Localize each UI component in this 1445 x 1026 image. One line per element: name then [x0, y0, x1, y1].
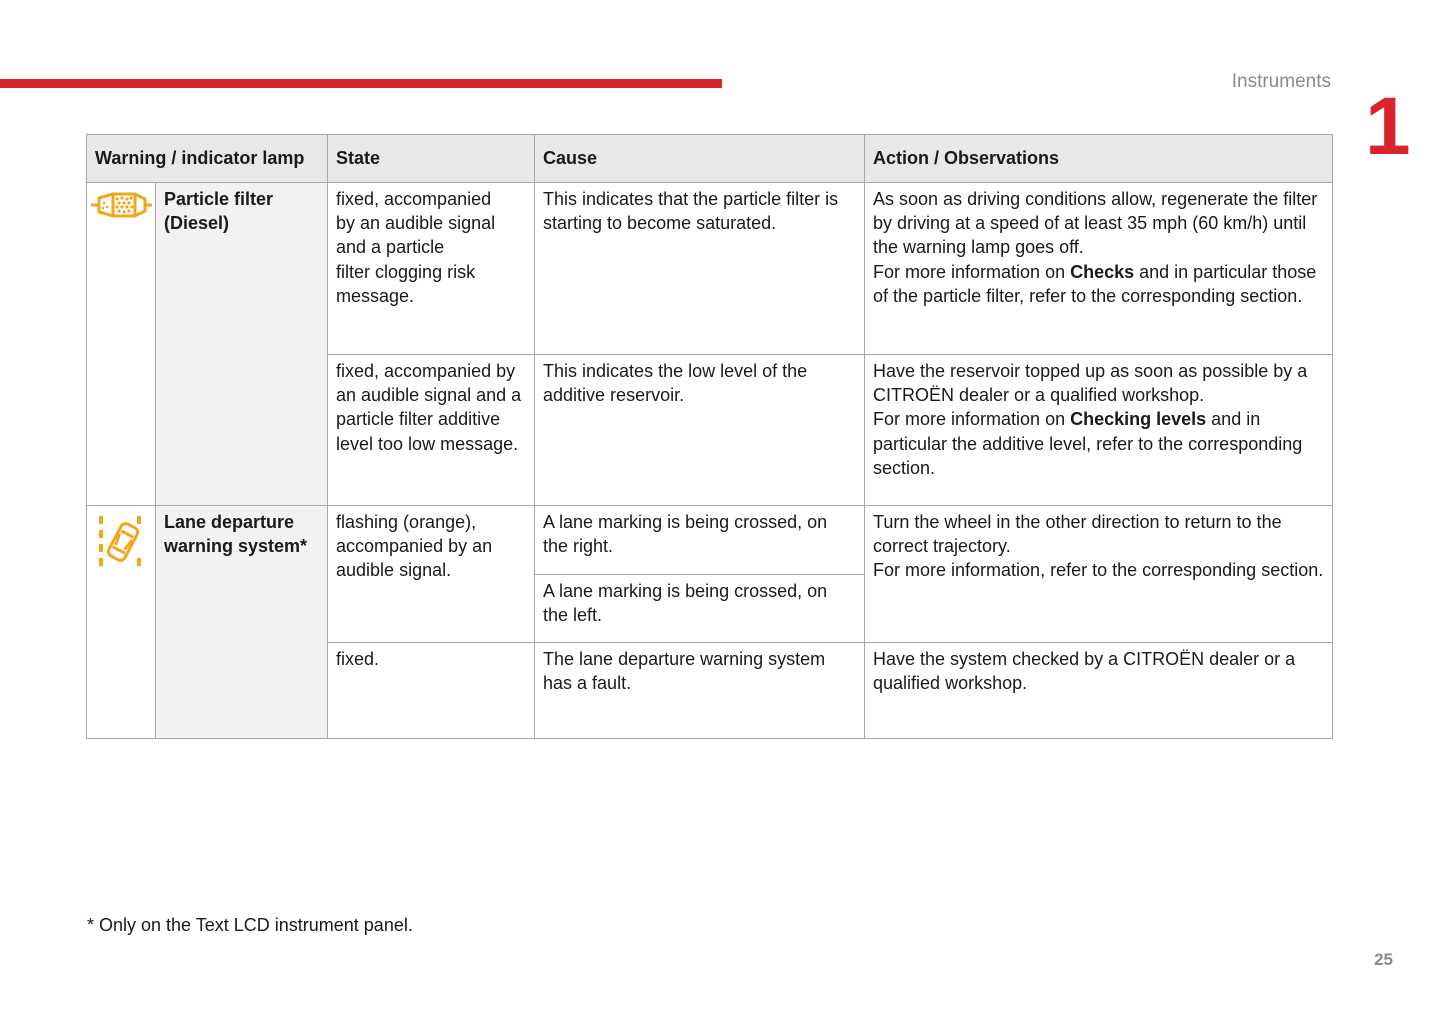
- action-paragraph: Have the reservoir topped up as soon as possible by a CITROËN dealer or a qualified workshop.: [873, 361, 1308, 406]
- action-paragraph: For more information, refer to the corresponding section.: [873, 560, 1324, 581]
- lane-departure-icon: [97, 510, 145, 570]
- header-action: Action / Observations: [865, 135, 1333, 183]
- lane-departure-name: Lane departure warning system*: [156, 506, 328, 739]
- header-state: State: [328, 135, 535, 183]
- particle-filter-cause-2: This indicates the low level of the additive reservoir.: [535, 355, 865, 506]
- page-number: 25: [1374, 950, 1393, 969]
- particle-filter-name: Particle filter (Diesel): [156, 183, 328, 506]
- lane-departure-cause-right: A lane marking is being crossed, on the right.: [535, 506, 865, 575]
- section-title: Instruments: [1231, 71, 1331, 92]
- header-warning-lamp: Warning / indicator lamp: [87, 135, 328, 183]
- chapter-number: 1: [1365, 81, 1411, 172]
- footnote: * Only on the Text LCD instrument panel.: [87, 915, 413, 935]
- header-accent-bar: [0, 79, 722, 88]
- particle-filter-icon: [89, 187, 153, 223]
- lane-departure-action-1: [865, 506, 1333, 643]
- particle-filter-cause-1: This indicates that the particle filter is starting to become saturated.: [535, 183, 865, 355]
- particle-filter-icon-cell: [87, 183, 156, 506]
- particle-filter-state-1: fixed, accompanied by an audible signal and a particle filter clogging risk message.: [328, 183, 535, 355]
- lane-departure-cause-2: The lane departure warning system has a fault.: [535, 643, 865, 739]
- lane-departure-state-1: flashing (orange), accompanied by an audible signal.: [328, 506, 535, 643]
- particle-filter-action-1: [865, 183, 1333, 355]
- table-row: [87, 183, 1333, 355]
- header-cause: Cause: [535, 135, 865, 183]
- action-paragraph: Turn the wheel in the other direction to return to the correct trajectory.: [873, 512, 1282, 557]
- action-paragraph: For more information on Checking levels and in particular the additive level, refer to the corresponding section.: [873, 409, 1303, 478]
- lane-departure-cause-left: A lane marking is being crossed, on the left.: [535, 575, 865, 643]
- particle-filter-state-2: fixed, accompanied by an audible signal and a particle filter additive level too low message.: [328, 355, 535, 506]
- table-header-row: [87, 135, 1333, 183]
- action-paragraph: As soon as driving conditions allow, regenerate the filter by driving at a speed of at least 35 mph (60 km/h) until the warning lamp goes off.: [873, 189, 1318, 258]
- lane-departure-icon-cell: [87, 506, 156, 739]
- warning-lamp-table: [86, 134, 1333, 739]
- lane-departure-state-2: fixed.: [328, 643, 535, 739]
- lane-departure-action-2: Have the system checked by a CITROËN dealer or a qualified workshop.: [865, 643, 1333, 739]
- action-paragraph: For more information on Checks and in particular those of the particle filter, refer to the corresponding section.: [873, 261, 1317, 306]
- particle-filter-action-2: [865, 355, 1333, 506]
- table-row: [87, 506, 1333, 575]
